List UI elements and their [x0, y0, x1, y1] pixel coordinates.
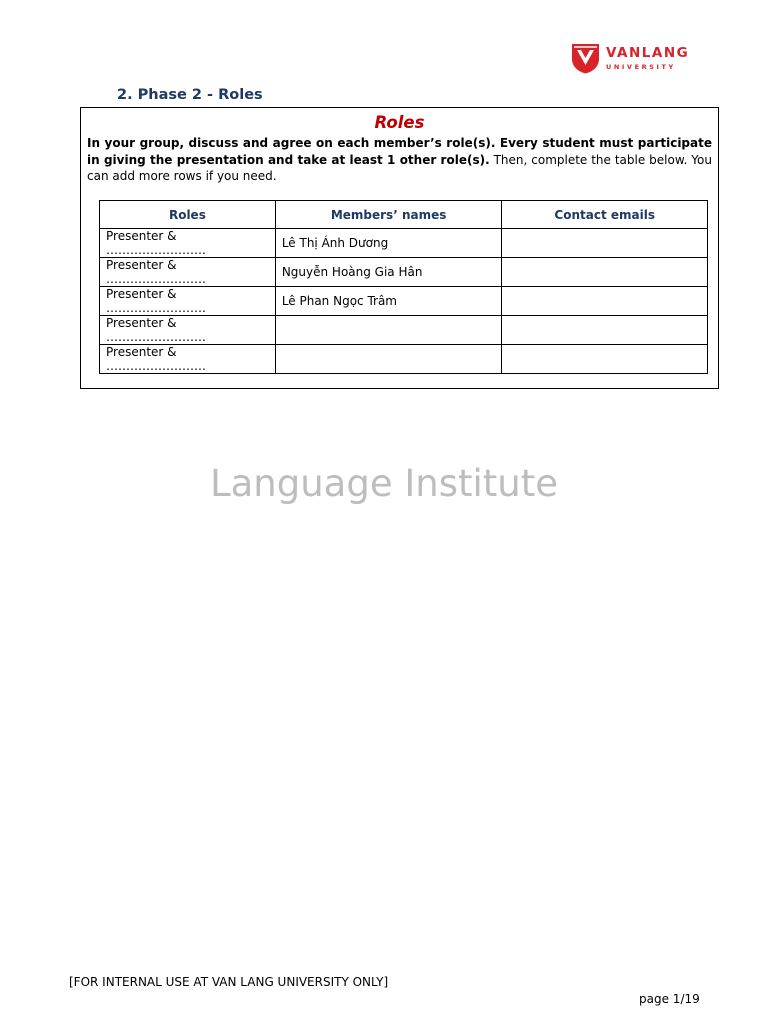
email-cell[interactable]: [502, 316, 708, 345]
table-row: [100, 258, 708, 287]
brand-subtitle: UNIVERSITY: [606, 62, 676, 71]
table-row: [100, 316, 708, 345]
role-cell[interactable]: Presenter & …………………….: [100, 345, 276, 374]
vanlang-shield-icon: [571, 43, 600, 74]
table-row: [100, 287, 708, 316]
column-header-roles: Roles: [100, 201, 276, 229]
name-cell[interactable]: Nguyễn Hoàng Gia Hân: [275, 258, 502, 287]
name-cell[interactable]: Lê Phan Ngọc Trâm: [275, 287, 502, 316]
instruction-bold: In your group, discuss and agree on each member’s role(s). Every student must participate in giving the presentation and take at least 1 other role(s).: [87, 136, 712, 167]
role-cell[interactable]: Presenter & …………………….: [100, 287, 276, 316]
name-cell[interactable]: Lê Thị Ánh Dương: [275, 229, 502, 258]
instruction-text: Then, complete the table below. You can add more rows if you need.: [87, 152, 712, 184]
table-row: [100, 229, 708, 258]
university-logo: [571, 43, 689, 74]
role-cell[interactable]: Presenter & …………………….: [100, 316, 276, 345]
role-cell[interactable]: Presenter & …………………….: [100, 258, 276, 287]
instructions: [87, 135, 712, 185]
table-row: [100, 345, 708, 374]
roles-table: [99, 200, 708, 374]
page-prefix: page: [639, 992, 673, 1006]
name-cell[interactable]: [275, 316, 502, 345]
page-total: /19: [680, 992, 700, 1006]
column-header-members-names: Members’ names: [275, 201, 502, 229]
roles-box-title: Roles: [374, 113, 425, 132]
email-cell[interactable]: [502, 345, 708, 374]
brand-name: VANLANG: [606, 45, 690, 61]
page-number: [639, 992, 700, 1006]
section-title: 2. Phase 2 - Roles: [117, 87, 263, 103]
page-current: 1: [672, 992, 681, 1006]
table-header-row: [100, 201, 708, 229]
email-cell[interactable]: [502, 229, 708, 258]
role-cell[interactable]: Presenter & …………………….: [100, 229, 276, 258]
name-cell[interactable]: [275, 345, 502, 374]
column-header-contact-emails: Contact emails: [502, 201, 708, 229]
internal-use-note: [FOR INTERNAL USE AT VAN LANG UNIVERSITY ONLY]: [69, 975, 389, 989]
email-cell[interactable]: [502, 287, 708, 316]
watermark: Language Institute: [209, 462, 558, 505]
email-cell[interactable]: [502, 258, 708, 287]
